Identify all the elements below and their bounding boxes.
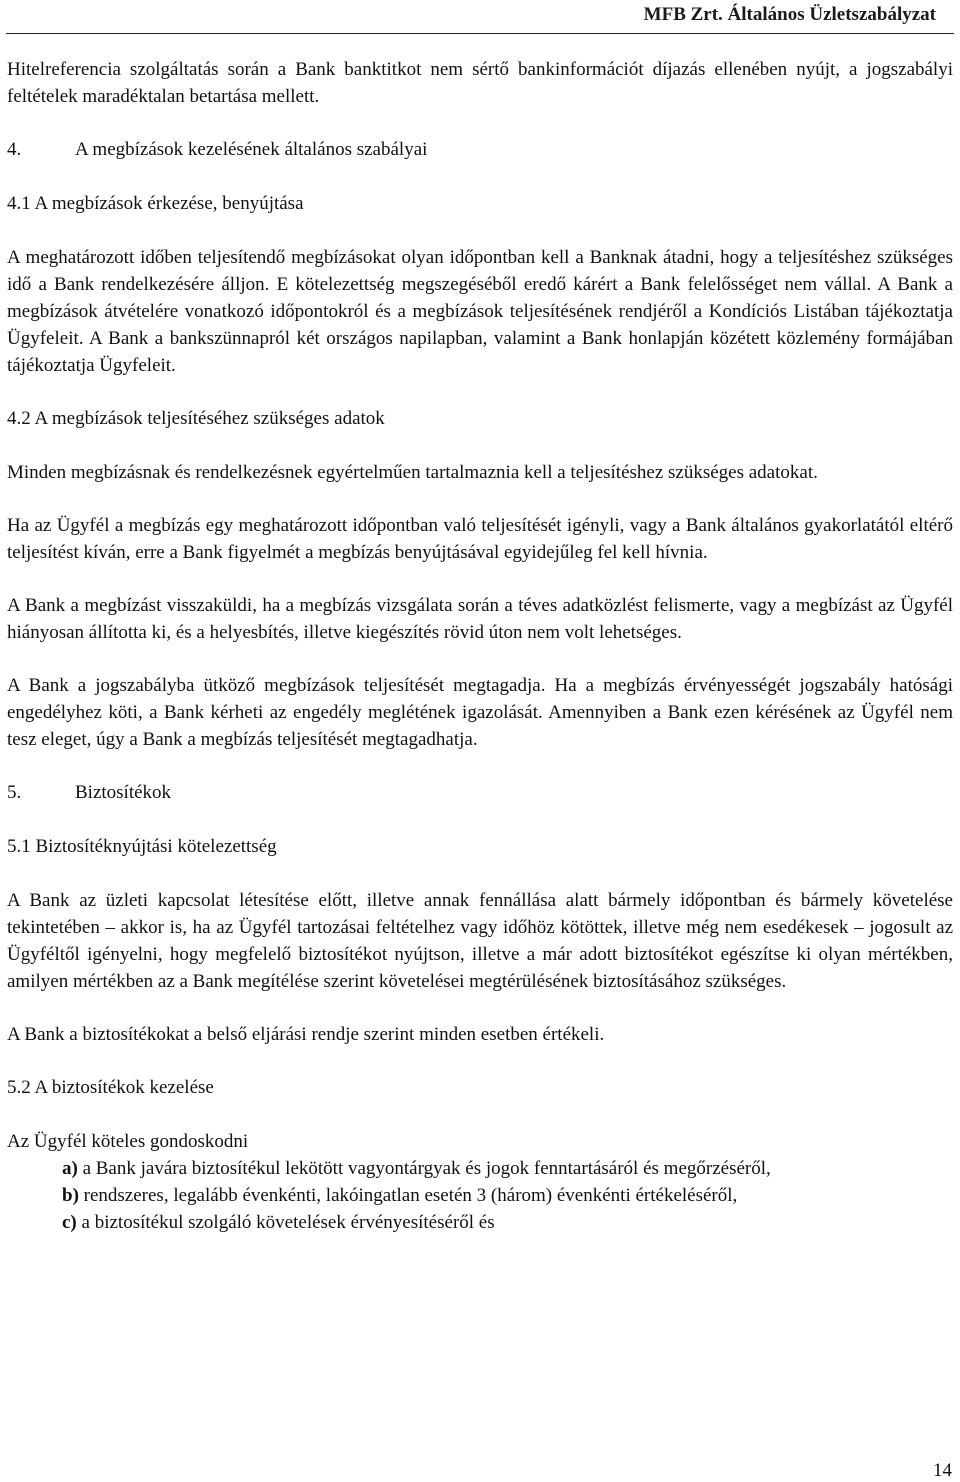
paragraph-4-2-b: Ha az Ügyfél a megbízás egy meghatározott időpontban való teljesítését igényli, vagy a Bank általános gyakorlatától eltérő teljesítést kíván, erre a Bank figyelmét a megbízás benyújtásával egyidejűleg fel kell hívnia. (7, 515, 953, 563)
document-header-title: MFB Zrt. Általános Üzletszabályzat (643, 4, 936, 25)
subsection-heading-4-1: 4.1 A megbízások érkezése, benyújtása (7, 193, 304, 214)
subsection-heading-5-2: 5.2 A biztosítékok kezelése (7, 1077, 214, 1098)
section-title: A megbízások kezelésének általános szabályai (75, 139, 428, 160)
list-item-text: rendszeres, legalább évenkénti, lakóingatlan esetén 3 (három) évenkénti értékeléséről, (78, 1185, 738, 1206)
subsection-heading-5-1: 5.1 Biztosítéknyújtási kötelezettség (7, 836, 277, 857)
paragraph-4-2-a: Minden megbízásnak és rendelkezésnek egyértelműen tartalmaznia kell a teljesítéshez szükséges adatokat. (7, 462, 818, 483)
section-number: 5. (7, 782, 22, 803)
subsection-heading-4-2: 4.2 A megbízások teljesítéséhez szükséges adatok (7, 408, 385, 429)
page-number: 14 (933, 1460, 952, 1481)
list-item-text: a biztosítékul szolgáló követelések érvényesítéséről és (76, 1212, 495, 1233)
paragraph-hitelreferencia: Hitelreferencia szolgáltatás során a Bank banktitkot nem sértő bankinformációt díjazás ellenében nyújt, a jogszabályi feltételek maradéktalan betartása mellett. (7, 59, 953, 107)
section-number: 4. (7, 139, 22, 160)
section-title: Biztosítékok (75, 782, 172, 803)
paragraph-4-2-c: A Bank a megbízást visszaküldi, ha a megbízás vizsgálata során a téves adatközlést felismerte, vagy a megbízást az Ügyfél hiányosan állította ki, és a helyesbítés, illetve kiegészítés rövid úton nem volt lehetséges. (7, 595, 953, 643)
document-body (7, 56, 953, 1236)
obligations-list (7, 1155, 953, 1236)
header-divider (6, 33, 954, 34)
list-item (62, 1182, 953, 1209)
paragraph-5-1-b: A Bank a biztosítékokat a belső eljárási rendje szerint minden esetben értékeli. (7, 1024, 605, 1045)
paragraph-5-1-a: A Bank az üzleti kapcsolat létesítése előtt, illetve annak fennállása alatt bármely időpontban és bármely követelése tekintetében – akkor is, ha az Ügyfél tartozásai feltételhez vagy időhöz kötöttek, illetve még nem esedékesek – jogosult az Ügyféltől igényelni, hogy megfelelő biztosítékot nyújtson, illetve a már adott biztosítékot egészítse ki olyan mértékben, amilyen mértékben az a Bank megítélése szerint követelései megtérülésének biztosításához szükséges. (7, 890, 953, 992)
list-item-letter: b) (62, 1185, 79, 1206)
section-heading-5 (7, 779, 953, 806)
list-item-letter: c) (62, 1212, 77, 1233)
section-heading-4 (7, 136, 953, 163)
paragraph-4-1: A meghatározott időben teljesítendő megbízásokat olyan időpontban kell a Banknak átadni, hogy a teljesítéshez szükséges idő a Bank rendelkezésére álljon. E kötelezettség megszegéséből eredő kárért a Bank felelősséget nem vállal. A Bank a megbízások átvételére vonatkozó időpontokról és a megbízások teljesítésének rendjéről a Kondíciós Listában tájékoztatja Ügyfeleit. A Bank a bankszünnapról két országos napilapban, valamint a Bank honlapján közétett közlemény formájában tájékoztatja Ügyfeleit. (7, 247, 953, 376)
list-item-letter: a) (62, 1158, 78, 1179)
list-item (62, 1155, 953, 1182)
list-item (62, 1209, 953, 1236)
list-item-text: a Bank javára biztosítékul lekötött vagyontárgyak és jogok fenntartásáról és megőrzéséről, (77, 1158, 771, 1179)
paragraph-5-2-intro: Az Ügyfél köteles gondoskodni (7, 1131, 249, 1152)
paragraph-4-2-d: A Bank a jogszabályba ütköző megbízások teljesítését megtagadja. Ha a megbízás érvényességét jogszabály hatósági engedélyhez köti, a Bank kérheti az engedély meglétének igazolását. Amennyiben a Bank ezen kérésének az Ügyfél nem tesz eleget, úgy a Bank a megbízás teljesítését megtagadhatja. (7, 675, 953, 750)
